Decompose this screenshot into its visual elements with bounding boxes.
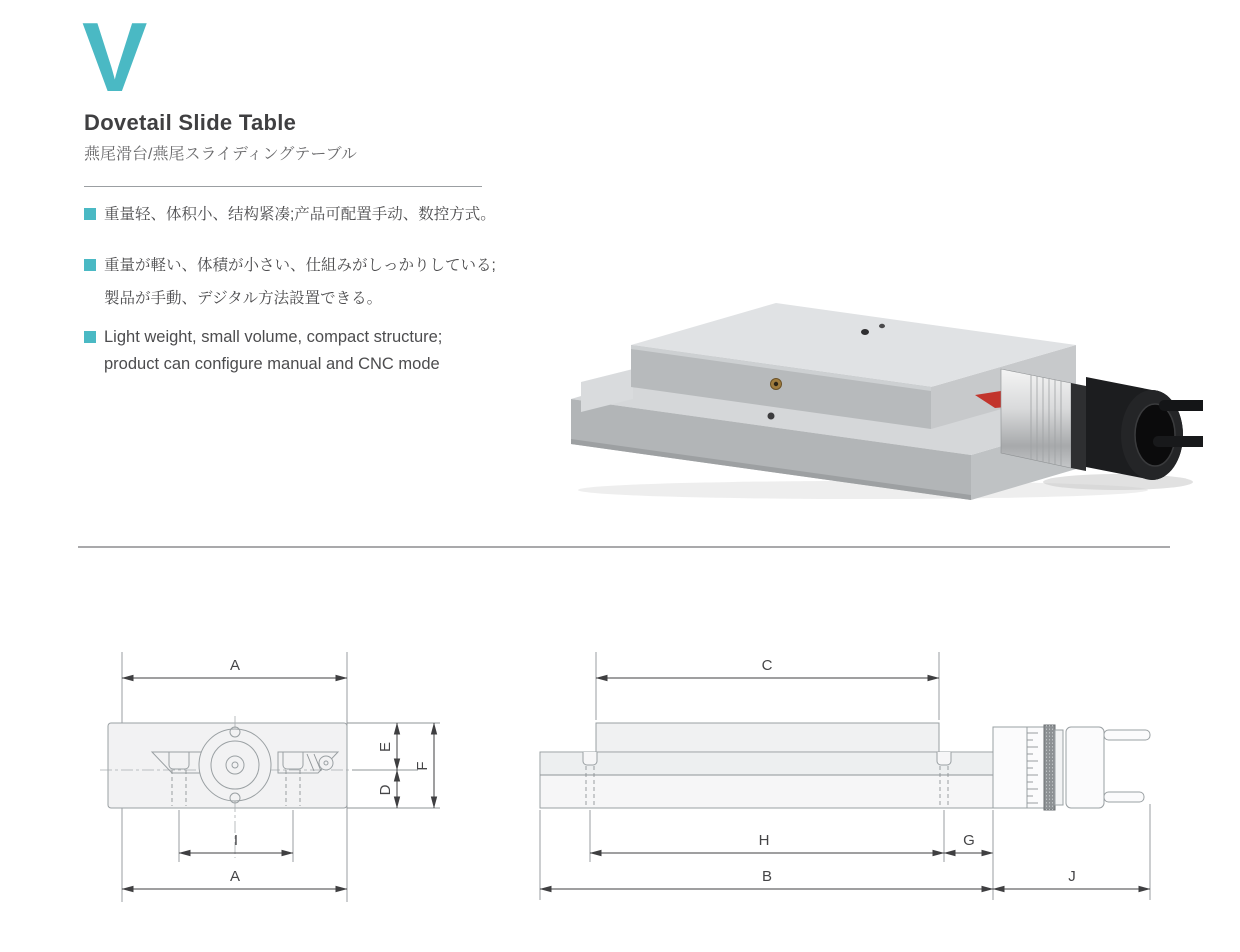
product-photo — [563, 256, 1203, 506]
dim-label-h: H — [758, 832, 770, 849]
dim-label-j: J — [1068, 868, 1076, 885]
feature-text-line: 製品が手動、デジタル方法設置できる。 — [104, 290, 383, 307]
feature-text-line: 重量轻、体积小、结构紧凑;产品可配置手动、数控方式。 — [104, 206, 496, 223]
center-flange — [199, 729, 271, 801]
page-title: Dovetail Slide Table — [84, 110, 297, 135]
brand-logo-v: V — [82, 2, 145, 112]
feature-text-line: Light weight, small volume, compact structure; — [104, 328, 443, 346]
gib-screw — [319, 756, 333, 770]
feature-text-line: 重量が軽い、体積が小さい、仕組みがしっかりしている; — [104, 257, 496, 274]
dim-label-e: E — [377, 741, 394, 753]
dim-label-g: G — [963, 832, 975, 849]
bullet-square-icon — [84, 331, 96, 343]
feature-item-jp — [84, 249, 554, 315]
section-divider — [78, 546, 1170, 548]
page-subtitle: 燕尾滑台/燕尾スライディングテーブル — [84, 146, 357, 163]
dim-label-a-bottom: A — [229, 868, 241, 885]
bullet-square-icon — [84, 208, 96, 220]
side-view-drawing — [540, 652, 1150, 900]
dim-label-i: I — [233, 832, 239, 849]
bullet-square-icon — [84, 259, 96, 271]
feature-item-cn — [84, 203, 554, 226]
micrometer-head-drawing — [993, 725, 1150, 810]
technical-drawings — [60, 620, 1200, 940]
feature-item-en — [84, 324, 554, 378]
dim-label-f: F — [414, 761, 431, 771]
dim-label-a-top: A — [229, 657, 241, 674]
dim-label-c: C — [761, 657, 773, 674]
title-divider — [84, 186, 482, 187]
dim-label-d: D — [377, 784, 394, 796]
front-view-drawing — [100, 652, 440, 902]
dim-label-b: B — [761, 868, 773, 885]
feature-text-line: product can configure manual and CNC mode — [104, 355, 440, 373]
